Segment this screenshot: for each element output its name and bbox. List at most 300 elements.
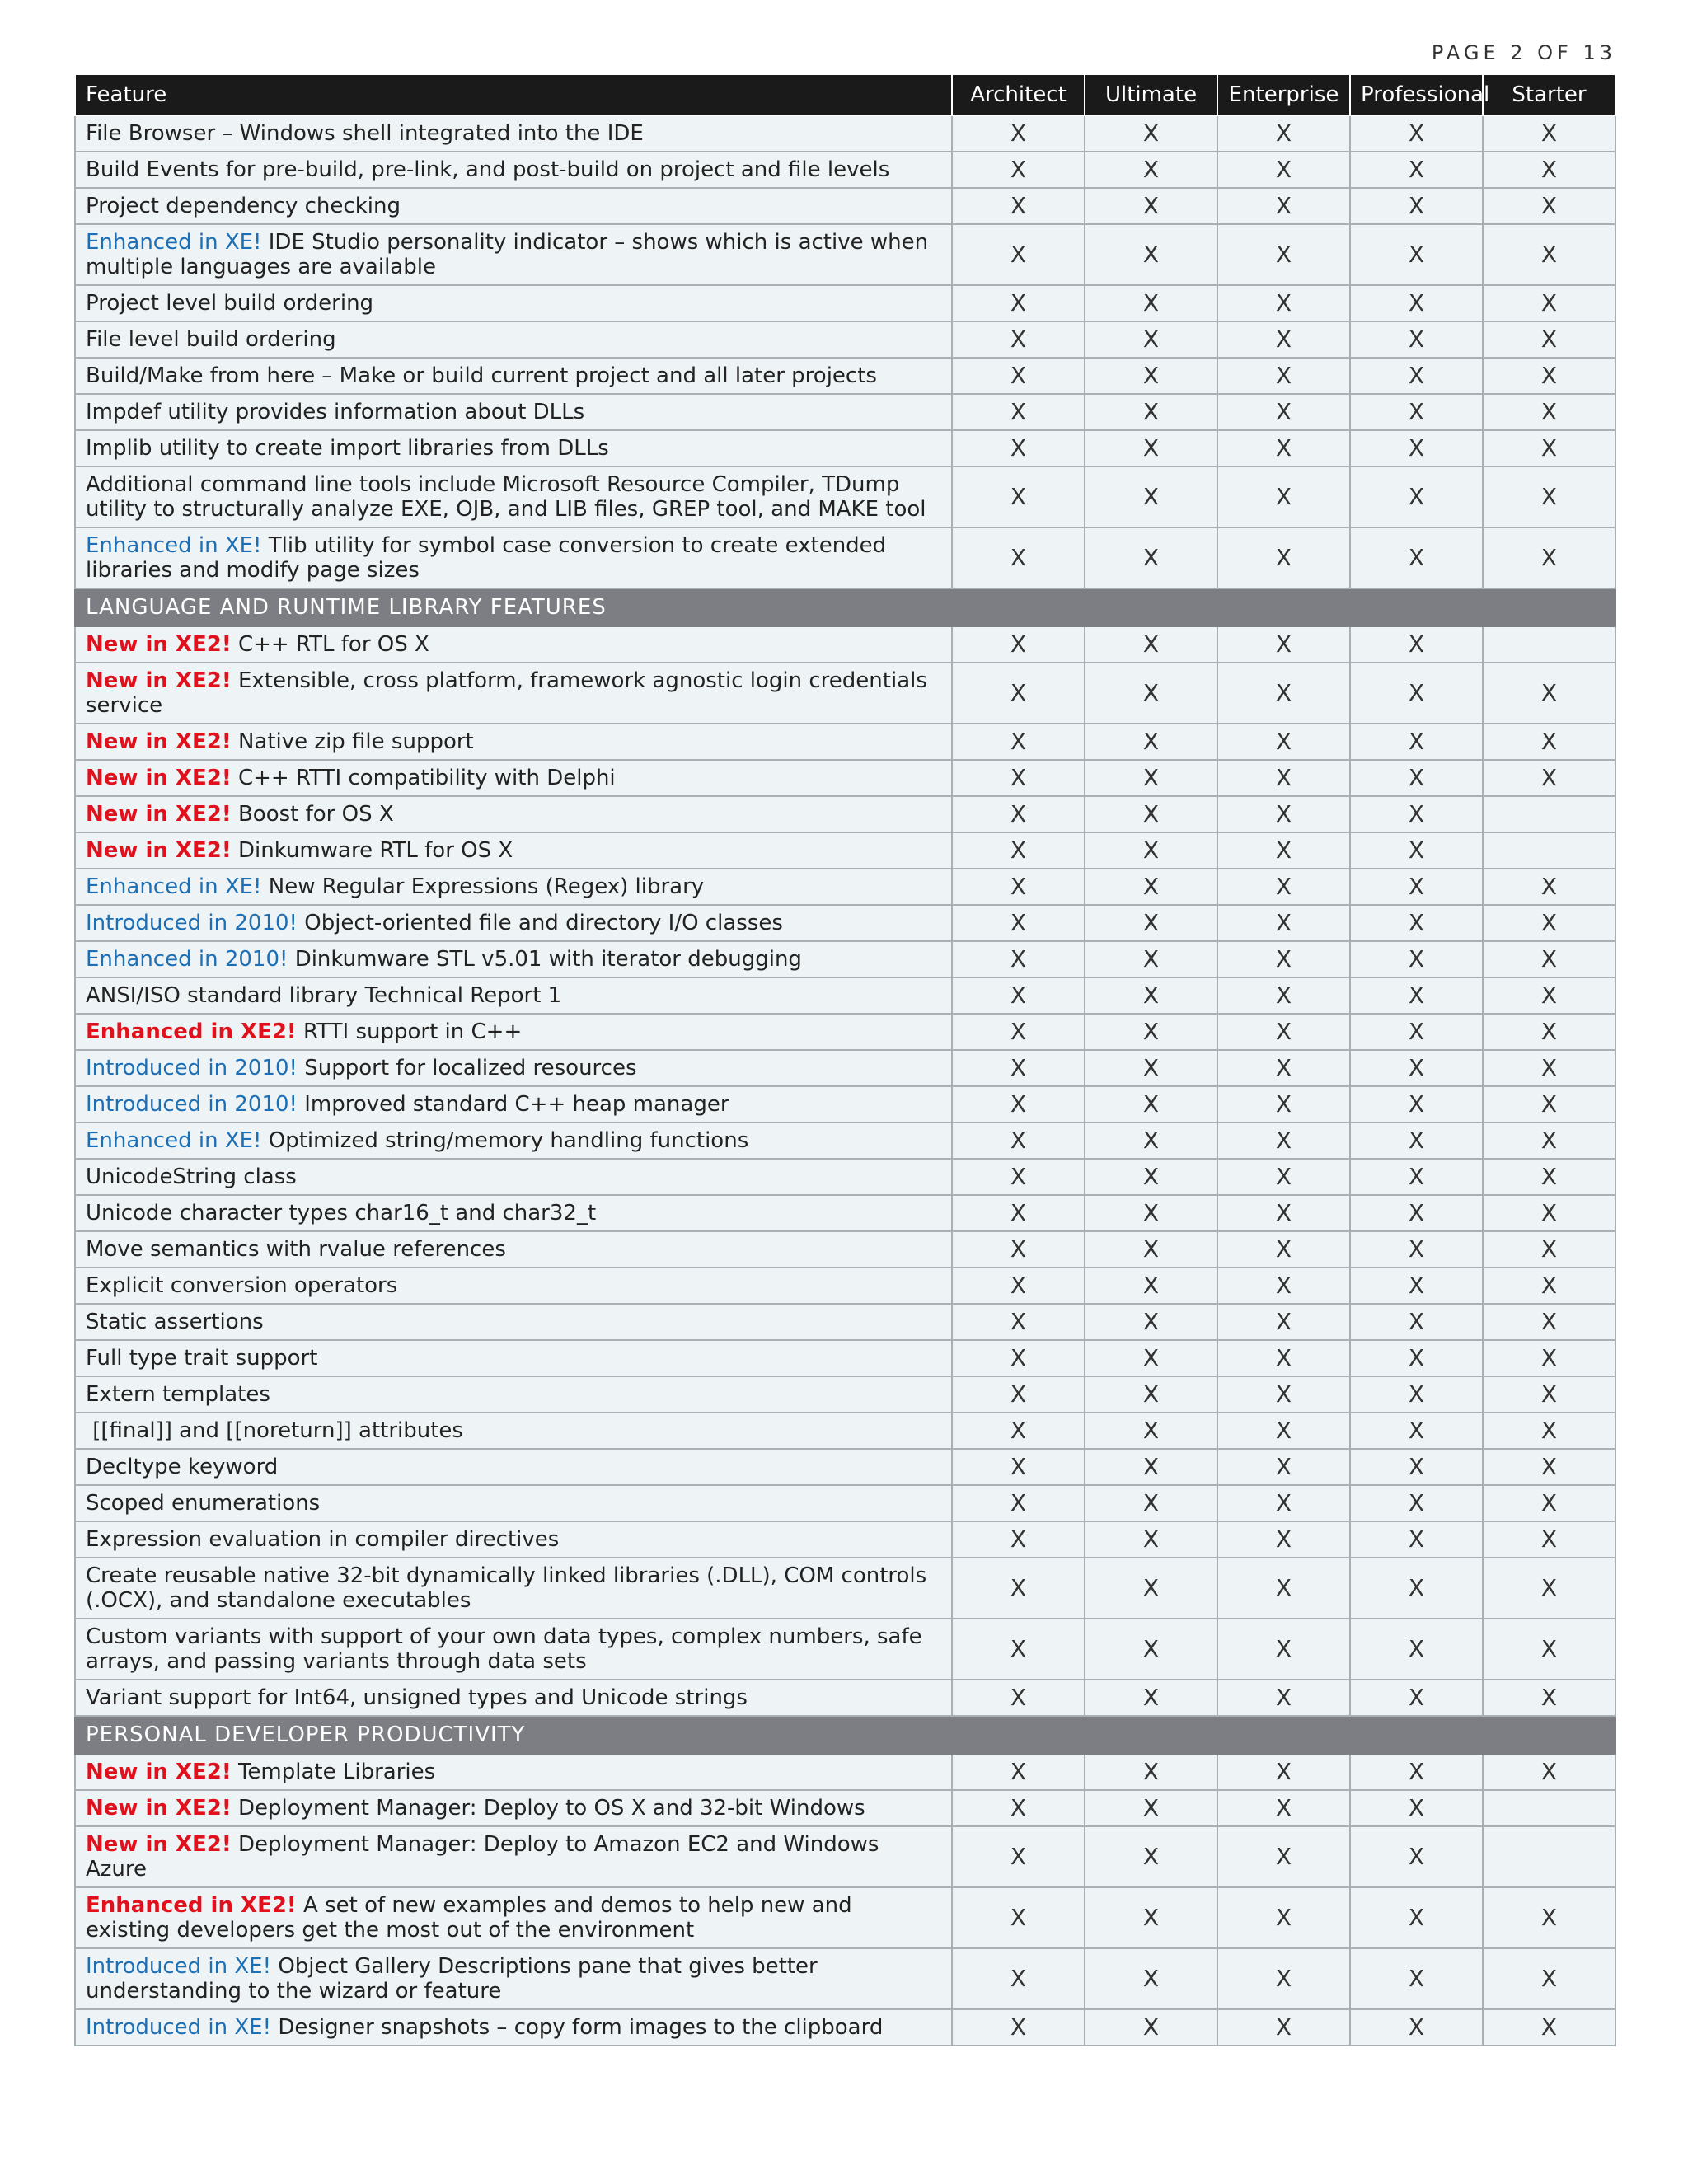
feature-text: Improved standard C++ heap manager — [304, 1092, 729, 1117]
availability-cell-architect: X — [952, 724, 1085, 760]
availability-cell-professional: X — [1350, 188, 1483, 224]
availability-cell-starter: X — [1483, 941, 1615, 977]
availability-cell-professional: X — [1350, 663, 1483, 724]
availability-cell-professional: X — [1350, 527, 1483, 588]
availability-cell-architect: X — [952, 1159, 1085, 1195]
availability-cell-ultimate: X — [1085, 1340, 1217, 1376]
availability-cell-enterprise: X — [1217, 905, 1350, 941]
table-row — [75, 1340, 1615, 1376]
feature-text: Dinkumware STL v5.01 with iterator debugging — [294, 947, 802, 972]
feature-cell — [75, 832, 952, 869]
table-row — [75, 1268, 1615, 1304]
availability-cell-enterprise: X — [1217, 626, 1350, 663]
availability-cell-enterprise: X — [1217, 941, 1350, 977]
availability-cell-ultimate: X — [1085, 1754, 1217, 1790]
availability-cell-ultimate: X — [1085, 358, 1217, 394]
availability-cell-enterprise: X — [1217, 832, 1350, 869]
availability-cell-ultimate: X — [1085, 321, 1217, 358]
section-title: LANGUAGE AND RUNTIME LIBRARY FEATURES — [75, 588, 1483, 626]
availability-cell-starter: X — [1483, 188, 1615, 224]
feature-matrix-table — [74, 75, 1616, 2046]
availability-cell-enterprise: X — [1217, 1754, 1350, 1790]
availability-cell-enterprise: X — [1217, 466, 1350, 527]
table-row — [75, 1014, 1615, 1050]
availability-cell-enterprise: X — [1217, 1304, 1350, 1340]
availability-cell-professional: X — [1350, 115, 1483, 152]
availability-cell-starter: X — [1483, 1195, 1615, 1231]
feature-cell — [75, 358, 952, 394]
section-title-tail — [1483, 588, 1615, 626]
table-row — [75, 1619, 1615, 1680]
availability-cell-professional: X — [1350, 1376, 1483, 1413]
availability-cell-starter: X — [1483, 977, 1615, 1014]
availability-cell-starter — [1483, 626, 1615, 663]
table-row — [75, 1826, 1615, 1887]
table-row — [75, 760, 1615, 796]
availability-cell-enterprise: X — [1217, 1558, 1350, 1619]
availability-cell-enterprise: X — [1217, 115, 1350, 152]
feature-text: UnicodeString class — [86, 1165, 297, 1189]
feature-cell — [75, 1680, 952, 1716]
availability-cell-ultimate: X — [1085, 1014, 1217, 1050]
availability-cell-professional: X — [1350, 321, 1483, 358]
table-row — [75, 724, 1615, 760]
column-header-feature: Feature — [75, 75, 952, 115]
availability-cell-professional: X — [1350, 1790, 1483, 1826]
feature-version-tag: Introduced in XE! — [86, 2015, 272, 2040]
availability-cell-starter: X — [1483, 1449, 1615, 1485]
availability-cell-professional: X — [1350, 1948, 1483, 2009]
availability-cell-architect: X — [952, 1413, 1085, 1449]
table-row — [75, 626, 1615, 663]
availability-cell-ultimate: X — [1085, 188, 1217, 224]
availability-cell-ultimate: X — [1085, 1887, 1217, 1948]
feature-cell — [75, 394, 952, 430]
feature-version-tag: Introduced in XE! — [86, 1954, 272, 1979]
feature-cell — [75, 188, 952, 224]
feature-cell — [75, 1485, 952, 1521]
feature-cell — [75, 1195, 952, 1231]
feature-version-tag: New in XE2! — [86, 1832, 232, 1857]
table-row — [75, 941, 1615, 977]
availability-cell-architect: X — [952, 1268, 1085, 1304]
availability-cell-starter: X — [1483, 1485, 1615, 1521]
availability-cell-starter — [1483, 1826, 1615, 1887]
feature-text: File level build ordering — [86, 327, 336, 352]
availability-cell-architect: X — [952, 358, 1085, 394]
table-row — [75, 1195, 1615, 1231]
availability-cell-ultimate: X — [1085, 1195, 1217, 1231]
feature-cell — [75, 1050, 952, 1086]
availability-cell-ultimate: X — [1085, 663, 1217, 724]
availability-cell-ultimate: X — [1085, 1159, 1217, 1195]
availability-cell-professional: X — [1350, 1268, 1483, 1304]
availability-cell-professional: X — [1350, 796, 1483, 832]
availability-cell-professional: X — [1350, 941, 1483, 977]
availability-cell-professional: X — [1350, 285, 1483, 321]
feature-cell — [75, 152, 952, 188]
feature-text: C++ RTL for OS X — [237, 632, 429, 657]
feature-cell — [75, 1340, 952, 1376]
availability-cell-architect: X — [952, 1826, 1085, 1887]
availability-cell-enterprise: X — [1217, 1195, 1350, 1231]
section-title: PERSONAL DEVELOPER PRODUCTIVITY — [75, 1716, 1483, 1754]
feature-cell — [75, 1122, 952, 1159]
feature-text: Template Libraries — [237, 1760, 436, 1784]
feature-cell — [75, 760, 952, 796]
feature-cell — [75, 905, 952, 941]
availability-cell-starter: X — [1483, 1340, 1615, 1376]
availability-cell-enterprise: X — [1217, 1014, 1350, 1050]
availability-cell-professional: X — [1350, 466, 1483, 527]
availability-cell-architect: X — [952, 1231, 1085, 1268]
table-row — [75, 285, 1615, 321]
feature-text: Support for localized resources — [304, 1056, 637, 1080]
table-row — [75, 1948, 1615, 2009]
availability-cell-starter: X — [1483, 1231, 1615, 1268]
availability-cell-starter: X — [1483, 1304, 1615, 1340]
availability-cell-starter: X — [1483, 152, 1615, 188]
availability-cell-professional: X — [1350, 1014, 1483, 1050]
availability-cell-architect: X — [952, 1376, 1085, 1413]
availability-cell-enterprise: X — [1217, 1449, 1350, 1485]
feature-cell — [75, 1413, 952, 1449]
availability-cell-starter: X — [1483, 1086, 1615, 1122]
availability-cell-starter: X — [1483, 1619, 1615, 1680]
feature-version-tag: Introduced in 2010! — [86, 1092, 298, 1117]
availability-cell-architect: X — [952, 832, 1085, 869]
feature-version-tag: New in XE2! — [86, 729, 232, 754]
availability-cell-architect: X — [952, 760, 1085, 796]
availability-cell-starter: X — [1483, 1413, 1615, 1449]
column-header-ultimate: Ultimate — [1085, 75, 1217, 115]
availability-cell-starter: X — [1483, 869, 1615, 905]
availability-cell-architect: X — [952, 626, 1085, 663]
feature-cell — [75, 466, 952, 527]
availability-cell-ultimate: X — [1085, 224, 1217, 285]
availability-cell-professional: X — [1350, 1619, 1483, 1680]
availability-cell-starter: X — [1483, 1122, 1615, 1159]
availability-cell-starter: X — [1483, 1521, 1615, 1558]
table-row — [75, 358, 1615, 394]
availability-cell-architect: X — [952, 321, 1085, 358]
availability-cell-ultimate: X — [1085, 1521, 1217, 1558]
availability-cell-starter: X — [1483, 724, 1615, 760]
availability-cell-architect: X — [952, 1754, 1085, 1790]
availability-cell-ultimate: X — [1085, 977, 1217, 1014]
table-row — [75, 1159, 1615, 1195]
table-row — [75, 1050, 1615, 1086]
feature-text: Designer snapshots – copy form images to the clipboard — [278, 2015, 884, 2040]
table-row — [75, 977, 1615, 1014]
availability-cell-professional: X — [1350, 1485, 1483, 1521]
availability-cell-architect: X — [952, 1485, 1085, 1521]
feature-cell — [75, 1268, 952, 1304]
availability-cell-ultimate: X — [1085, 626, 1217, 663]
availability-cell-enterprise: X — [1217, 1948, 1350, 2009]
availability-cell-starter: X — [1483, 663, 1615, 724]
feature-text: Implib utility to create import libraries from DLLs — [86, 436, 609, 461]
feature-cell — [75, 663, 952, 724]
availability-cell-ultimate: X — [1085, 832, 1217, 869]
table-row — [75, 466, 1615, 527]
table-row — [75, 905, 1615, 941]
availability-cell-enterprise: X — [1217, 1485, 1350, 1521]
availability-cell-ultimate: X — [1085, 724, 1217, 760]
availability-cell-starter: X — [1483, 358, 1615, 394]
header-row — [75, 75, 1615, 115]
table-row — [75, 663, 1615, 724]
availability-cell-professional: X — [1350, 1159, 1483, 1195]
table-row — [75, 527, 1615, 588]
availability-cell-architect: X — [952, 941, 1085, 977]
section-header-row — [75, 588, 1615, 626]
feature-version-tag: New in XE2! — [86, 838, 232, 863]
availability-cell-ultimate: X — [1085, 905, 1217, 941]
table-row — [75, 1413, 1615, 1449]
availability-cell-professional: X — [1350, 1122, 1483, 1159]
feature-text: Expression evaluation in compiler directives — [86, 1527, 560, 1552]
availability-cell-starter: X — [1483, 1948, 1615, 2009]
availability-cell-architect: X — [952, 152, 1085, 188]
availability-cell-enterprise: X — [1217, 724, 1350, 760]
feature-version-tag: Enhanced in XE! — [86, 533, 262, 558]
feature-text: Custom variants with support of your own data types, complex numbers, safe arrays, and passing variants through data sets — [86, 1624, 929, 1674]
feature-version-tag: New in XE2! — [86, 766, 232, 790]
feature-text: Project dependency checking — [86, 194, 401, 218]
availability-cell-architect: X — [952, 663, 1085, 724]
availability-cell-starter — [1483, 832, 1615, 869]
availability-cell-professional: X — [1350, 1231, 1483, 1268]
availability-cell-professional: X — [1350, 1050, 1483, 1086]
availability-cell-enterprise: X — [1217, 1887, 1350, 1948]
availability-cell-ultimate: X — [1085, 1413, 1217, 1449]
availability-cell-professional: X — [1350, 905, 1483, 941]
availability-cell-architect: X — [952, 1340, 1085, 1376]
availability-cell-enterprise: X — [1217, 760, 1350, 796]
availability-cell-starter: X — [1483, 905, 1615, 941]
availability-cell-professional: X — [1350, 977, 1483, 1014]
availability-cell-professional: X — [1350, 1887, 1483, 1948]
feature-cell — [75, 1086, 952, 1122]
availability-cell-ultimate: X — [1085, 796, 1217, 832]
feature-text: Unicode character types char16_t and char32_t — [86, 1201, 597, 1226]
availability-cell-professional: X — [1350, 1680, 1483, 1716]
feature-text: Native zip file support — [237, 729, 474, 754]
feature-version-tag: Introduced in 2010! — [86, 1056, 298, 1080]
availability-cell-architect: X — [952, 394, 1085, 430]
feature-version-tag: New in XE2! — [86, 668, 232, 693]
availability-cell-enterprise: X — [1217, 224, 1350, 285]
feature-cell — [75, 796, 952, 832]
availability-cell-enterprise: X — [1217, 1231, 1350, 1268]
feature-text: C++ RTTI compatibility with Delphi — [237, 766, 616, 790]
availability-cell-enterprise: X — [1217, 285, 1350, 321]
availability-cell-ultimate: X — [1085, 1619, 1217, 1680]
availability-cell-starter: X — [1483, 321, 1615, 358]
feature-text: A set of new examples and demos to help new and existing developers get the most out of the environment — [86, 1893, 859, 1943]
availability-cell-professional: X — [1350, 2009, 1483, 2046]
availability-cell-starter: X — [1483, 1014, 1615, 1050]
table-row — [75, 1086, 1615, 1122]
column-header-starter: Starter — [1483, 75, 1615, 115]
availability-cell-architect: X — [952, 1304, 1085, 1340]
table-row — [75, 796, 1615, 832]
availability-cell-ultimate: X — [1085, 466, 1217, 527]
availability-cell-architect: X — [952, 527, 1085, 588]
availability-cell-starter: X — [1483, 1268, 1615, 1304]
availability-cell-architect: X — [952, 1050, 1085, 1086]
availability-cell-architect: X — [952, 796, 1085, 832]
availability-cell-enterprise: X — [1217, 1050, 1350, 1086]
table-row — [75, 1887, 1615, 1948]
availability-cell-enterprise: X — [1217, 663, 1350, 724]
availability-cell-enterprise: X — [1217, 796, 1350, 832]
availability-cell-professional: X — [1350, 394, 1483, 430]
availability-cell-architect: X — [952, 1790, 1085, 1826]
section-title-tail — [1483, 1716, 1615, 1754]
table-row — [75, 394, 1615, 430]
availability-cell-ultimate: X — [1085, 152, 1217, 188]
feature-text: [[final]] and [[noreturn]] attributes — [86, 1418, 463, 1443]
table-row — [75, 1485, 1615, 1521]
table-row — [75, 115, 1615, 152]
feature-cell — [75, 115, 952, 152]
feature-text: Boost for OS X — [237, 802, 394, 827]
feature-cell — [75, 430, 952, 466]
feature-version-tag: Introduced in 2010! — [86, 911, 298, 935]
feature-text: Explicit conversion operators — [86, 1273, 398, 1298]
availability-cell-enterprise: X — [1217, 188, 1350, 224]
feature-version-tag: Enhanced in XE! — [86, 230, 262, 255]
availability-cell-enterprise: X — [1217, 1122, 1350, 1159]
availability-cell-starter: X — [1483, 394, 1615, 430]
availability-cell-starter: X — [1483, 115, 1615, 152]
feature-cell — [75, 321, 952, 358]
feature-text: Scoped enumerations — [86, 1491, 321, 1516]
feature-cell — [75, 1790, 952, 1826]
availability-cell-architect: X — [952, 1086, 1085, 1122]
feature-text: Extensible, cross platform, framework agnostic login credentials service — [86, 668, 935, 718]
table-row — [75, 1558, 1615, 1619]
availability-cell-starter: X — [1483, 466, 1615, 527]
table-row — [75, 1376, 1615, 1413]
feature-version-tag: New in XE2! — [86, 1796, 232, 1821]
availability-cell-architect: X — [952, 115, 1085, 152]
section-header-row — [75, 1716, 1615, 1754]
feature-text: Full type trait support — [86, 1346, 318, 1371]
availability-cell-enterprise: X — [1217, 1413, 1350, 1449]
availability-cell-ultimate: X — [1085, 1304, 1217, 1340]
feature-text: Build/Make from here – Make or build current project and all later projects — [86, 363, 877, 388]
availability-cell-professional: X — [1350, 724, 1483, 760]
availability-cell-architect: X — [952, 905, 1085, 941]
availability-cell-architect: X — [952, 1195, 1085, 1231]
availability-cell-architect: X — [952, 1521, 1085, 1558]
availability-cell-ultimate: X — [1085, 527, 1217, 588]
availability-cell-architect: X — [952, 188, 1085, 224]
availability-cell-ultimate: X — [1085, 285, 1217, 321]
feature-text: IDE Studio personality indicator – shows which is active when multiple languages are available — [86, 230, 935, 279]
availability-cell-starter: X — [1483, 1887, 1615, 1948]
availability-cell-architect: X — [952, 1014, 1085, 1050]
feature-text: Variant support for Int64, unsigned types and Unicode strings — [86, 1685, 748, 1710]
availability-cell-architect: X — [952, 869, 1085, 905]
availability-cell-architect: X — [952, 1122, 1085, 1159]
availability-cell-enterprise: X — [1217, 1159, 1350, 1195]
feature-cell — [75, 1014, 952, 1050]
feature-cell — [75, 1231, 952, 1268]
feature-cell — [75, 1619, 952, 1680]
availability-cell-ultimate: X — [1085, 1790, 1217, 1826]
availability-cell-ultimate: X — [1085, 1826, 1217, 1887]
feature-text: Create reusable native 32-bit dynamically linked libraries (.DLL), COM controls (.OCX), and standalone executables — [86, 1563, 934, 1613]
availability-cell-professional: X — [1350, 1340, 1483, 1376]
availability-cell-architect: X — [952, 1619, 1085, 1680]
availability-cell-ultimate: X — [1085, 1485, 1217, 1521]
availability-cell-professional: X — [1350, 1086, 1483, 1122]
feature-cell — [75, 941, 952, 977]
feature-text: Deployment Manager: Deploy to OS X and 32-bit Windows — [237, 1796, 865, 1821]
availability-cell-starter: X — [1483, 760, 1615, 796]
column-header-professional: Professional — [1350, 75, 1483, 115]
table-row — [75, 869, 1615, 905]
availability-cell-professional: X — [1350, 1521, 1483, 1558]
feature-text: Project level build ordering — [86, 291, 374, 316]
feature-cell — [75, 1826, 952, 1887]
availability-cell-enterprise: X — [1217, 1790, 1350, 1826]
availability-cell-starter — [1483, 796, 1615, 832]
availability-cell-architect: X — [952, 224, 1085, 285]
table-row — [75, 2009, 1615, 2046]
availability-cell-ultimate: X — [1085, 1449, 1217, 1485]
page-indicator: PAGE 2 OF 13 — [1431, 41, 1616, 64]
availability-cell-enterprise: X — [1217, 1521, 1350, 1558]
availability-cell-starter: X — [1483, 430, 1615, 466]
table-row — [75, 224, 1615, 285]
availability-cell-professional: X — [1350, 152, 1483, 188]
column-header-enterprise: Enterprise — [1217, 75, 1350, 115]
feature-text: Additional command line tools include Microsoft Resource Compiler, TDump utility to structurally analyze EXE, OJB, and LIB files, GREP tool, and MAKE tool — [86, 472, 926, 522]
availability-cell-ultimate: X — [1085, 2009, 1217, 2046]
feature-cell — [75, 1376, 952, 1413]
availability-cell-ultimate: X — [1085, 760, 1217, 796]
feature-cell — [75, 1521, 952, 1558]
feature-cell — [75, 977, 952, 1014]
feature-cell — [75, 1304, 952, 1340]
table-row — [75, 1521, 1615, 1558]
availability-cell-professional: X — [1350, 1754, 1483, 1790]
table-row — [75, 188, 1615, 224]
availability-cell-architect: X — [952, 1558, 1085, 1619]
availability-cell-professional: X — [1350, 358, 1483, 394]
table-row — [75, 430, 1615, 466]
availability-cell-starter: X — [1483, 1754, 1615, 1790]
availability-cell-ultimate: X — [1085, 1086, 1217, 1122]
availability-cell-professional: X — [1350, 1826, 1483, 1887]
availability-cell-starter: X — [1483, 2009, 1615, 2046]
availability-cell-enterprise: X — [1217, 358, 1350, 394]
table-row — [75, 1231, 1615, 1268]
availability-cell-architect: X — [952, 2009, 1085, 2046]
availability-cell-starter: X — [1483, 1050, 1615, 1086]
availability-cell-ultimate: X — [1085, 1680, 1217, 1716]
availability-cell-ultimate: X — [1085, 1231, 1217, 1268]
feature-cell — [75, 224, 952, 285]
availability-cell-architect: X — [952, 285, 1085, 321]
availability-cell-enterprise: X — [1217, 977, 1350, 1014]
feature-cell — [75, 1887, 952, 1948]
